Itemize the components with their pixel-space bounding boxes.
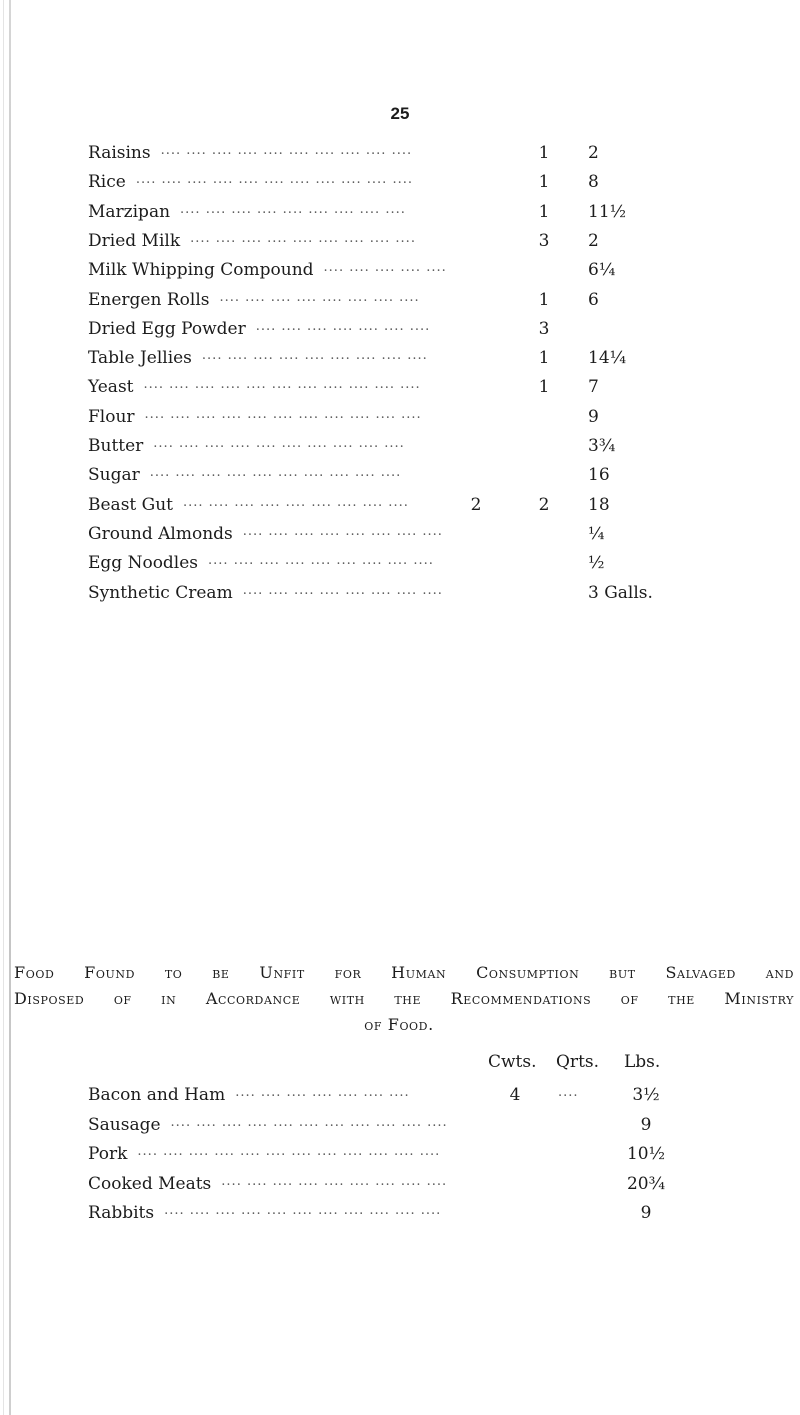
dot-leader: .... .... .... .... .... [323,260,447,276]
item-name: Yeast [88,377,134,398]
dot-leader: .... .... .... .... .... .... .... .... [242,523,443,539]
table-row [0,583,800,607]
value-col1: 1 [538,348,550,369]
value-col1: 3 [538,230,550,251]
table-row [0,407,800,431]
item-name: Sausage [88,1114,161,1135]
value-col2: 18 [588,494,610,515]
table-row [0,1085,800,1109]
item-name: Sugar [88,465,140,486]
item-name: Egg Noodles [88,553,199,574]
value-qrts: .... [558,1085,579,1100]
item-name: Dried Egg Powder [88,318,246,339]
value-lbs: 9 [640,1203,652,1223]
item-name: Butter [88,436,144,456]
value-lbs: 9 [640,1114,652,1135]
item-name: Beast Gut [88,494,174,515]
table-row [0,377,800,401]
value-col2: 14¼ [588,348,627,369]
value-cwts: 4 [509,1085,521,1105]
table-row [0,436,800,460]
item-name: Pork [88,1144,128,1164]
dot-leader: .... .... .... .... .... .... .... .... .... [183,494,409,510]
value-col2: 3¾ [588,436,616,456]
table-row [0,1144,800,1168]
dot-leader: .... .... .... .... .... .... .... [235,1085,410,1100]
dot-leader: .... .... .... .... .... .... .... .... [242,582,443,598]
dot-leader: .... .... .... .... .... .... .... .... .... .... .... [135,172,413,188]
value-lbs: 10½ [626,1144,666,1164]
dot-leader: .... .... .... .... .... .... .... [255,318,431,334]
section-title-line-3: of Food. [364,1015,434,1034]
table-row [0,553,800,577]
dot-leader: .... .... .... .... .... .... .... .... .... [190,230,416,246]
dot-leader: .... .... .... .... .... .... .... .... .... [208,553,434,569]
table-row [0,1174,800,1198]
value-col2: 16 [588,465,610,486]
item-name: Synthetic Cream [88,582,233,603]
dot-leader: .... .... .... .... .... .... .... .... .... [201,348,428,364]
item-name: Milk Whipping Compound [88,260,314,281]
dot-leader: .... .... .... .... .... .... .... .... .... .... .... [170,1114,448,1130]
dot-leader: .... .... .... .... .... .... .... .... .... .... .... [143,377,421,393]
value-lbs: 20¾ [626,1173,666,1194]
section-title [14,960,794,1038]
table-row [0,319,800,343]
value-col2: 3 Galls. [588,582,653,603]
value-col2: ¼ [588,523,605,544]
item-name: Flour [88,406,135,427]
value-col2: 2 [588,143,599,163]
value-col2: 11½ [588,201,627,222]
item-name: Ground Almonds [88,523,233,544]
item-name: Dried Milk [88,230,181,251]
dot-leader: .... .... .... .... .... .... .... .... .... [221,1173,448,1189]
value-col2: 2 [588,230,599,251]
value-col1: 1 [538,377,550,398]
value-col2: 6 [588,289,599,310]
item-name: Table Jellies [88,348,192,369]
dot-leader: .... .... .... .... .... .... .... .... .... .... [149,465,402,481]
table-row [0,290,800,314]
section-title-line-2: Disposed of in Accordance with the Recommendations of the Ministry [14,989,794,1008]
item-name: Energen Rolls [88,289,210,310]
item-name: Marzipan [88,201,171,222]
value-lbs: 3½ [632,1085,660,1105]
dot-leader: .... .... .... .... .... .... .... .... .... [180,201,406,217]
table-row [0,465,800,489]
header-lbs: Lbs. [624,1052,661,1072]
item-name: Cooked Meats [88,1173,212,1194]
value-col2: 7 [588,377,599,398]
value-col1: 3 [538,318,550,339]
table-row [0,172,800,196]
value-col0: 2 [470,494,482,515]
item-name: Rabbits [88,1203,155,1223]
value-col1: 2 [538,494,550,515]
table-row [0,524,800,548]
header-cwts: Cwts. [488,1052,537,1072]
dot-leader: .... .... .... .... .... .... .... .... .... .... .... .... [137,1144,441,1159]
value-col2: 8 [588,172,599,193]
value-col1: 1 [538,201,550,222]
value-col1: 1 [538,289,550,310]
section-title-line-1: Food Found to be Unfit for Human Consumption but Salvaged and [14,963,794,982]
table-row [0,348,800,372]
header-qrts: Qrts. [556,1052,600,1072]
dot-leader: .... .... .... .... .... .... .... .... .... .... .... [164,1203,442,1218]
table-row [0,260,800,284]
value-col2: 6¼ [588,260,616,281]
table-row [0,1115,800,1139]
table-row [0,1203,800,1227]
item-name: Raisins [88,143,151,163]
table-row [0,202,800,226]
value-col1: 1 [538,143,550,163]
value-col1: 1 [538,172,550,193]
dot-leader: .... .... .... .... .... .... .... .... [219,289,420,305]
item-name: Rice [88,172,126,193]
table-row [0,231,800,255]
table-row [0,143,800,167]
dot-leader: .... .... .... .... .... .... .... .... .... .... .... [144,406,422,422]
item-name: Bacon and Ham [88,1085,226,1105]
value-col2: ½ [588,553,605,574]
page-number: 25 [390,104,410,123]
dot-leader: .... .... .... .... .... .... .... .... .... .... [153,436,405,451]
value-col2: 9 [588,406,599,427]
dot-leader: .... .... .... .... .... .... .... .... .... .... [160,143,413,158]
table-row [0,495,800,519]
